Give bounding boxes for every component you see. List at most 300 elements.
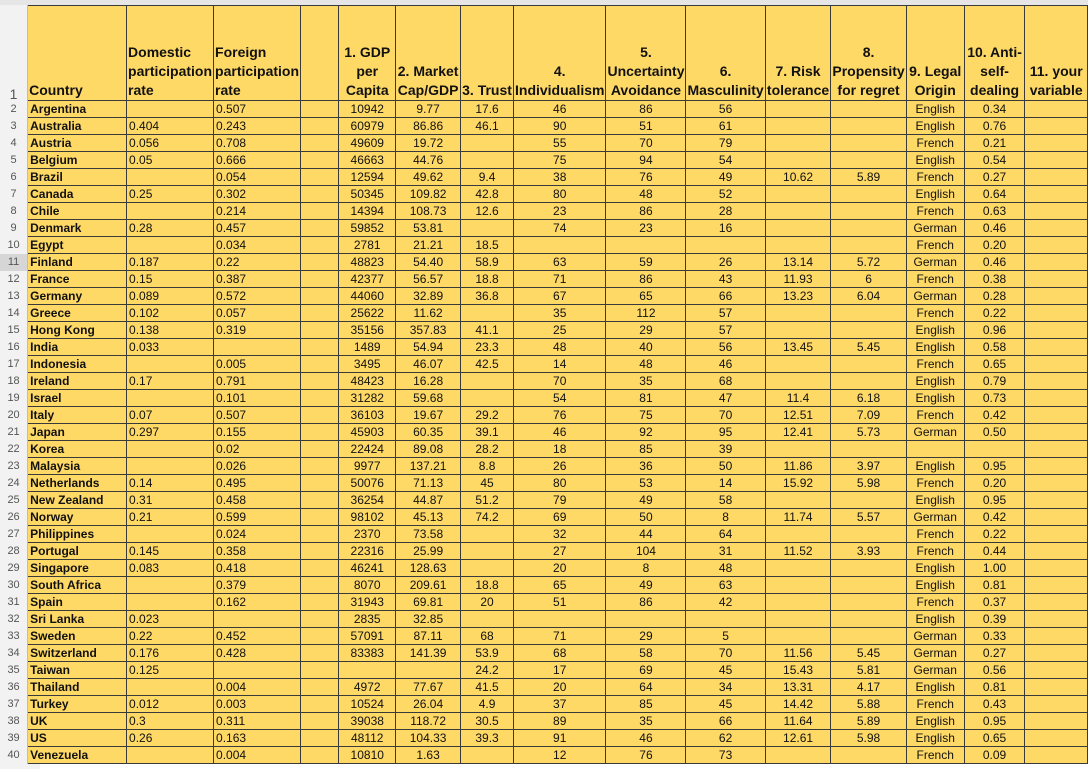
cell-gdp[interactable]: 59852 [339,220,396,237]
cell-foreign[interactable]: 0.243 [214,118,301,135]
cell-market-cap[interactable]: 69.81 [396,594,461,611]
row-number[interactable]: 33 [0,628,28,645]
cell-trust[interactable]: 9.4 [461,169,514,186]
cell-trust[interactable] [461,560,514,577]
cell-regret[interactable] [831,526,906,543]
cell-masculinity[interactable]: 61 [686,118,765,135]
cell-risk[interactable]: 11.52 [765,543,831,560]
cell-individualism[interactable]: 48 [514,339,606,356]
cell-country[interactable]: Spain [28,594,127,611]
cell-anti-self-dealing[interactable]: 0.34 [964,101,1025,118]
cell-trust[interactable] [461,305,514,322]
cell-your-variable[interactable] [1025,407,1088,424]
cell-market-cap[interactable] [396,662,461,679]
cell-your-variable[interactable] [1025,747,1088,764]
cell-anti-self-dealing[interactable]: 0.33 [964,628,1025,645]
cell-anti-self-dealing[interactable]: 0.42 [964,407,1025,424]
cell-foreign[interactable]: 0.004 [214,747,301,764]
cell-blank[interactable] [301,509,339,526]
row-number[interactable]: 25 [0,492,28,509]
cell-masculinity[interactable]: 43 [686,271,765,288]
cell-foreign[interactable]: 0.02 [214,441,301,458]
cell-legal-origin[interactable]: English [906,339,964,356]
cell-anti-self-dealing[interactable]: 0.22 [964,305,1025,322]
cell-your-variable[interactable] [1025,152,1088,169]
row-number[interactable]: 34 [0,645,28,662]
cell-trust[interactable]: 12.6 [461,203,514,220]
header-legal-origin[interactable]: 9. Legal Origin [906,6,964,101]
header-foreign-participation[interactable]: Foreign participation rate [214,6,301,101]
cell-risk[interactable] [765,373,831,390]
cell-country[interactable]: Thailand [28,679,127,696]
cell-market-cap[interactable]: 86.86 [396,118,461,135]
row-number[interactable]: 20 [0,407,28,424]
cell-gdp[interactable]: 25622 [339,305,396,322]
cell-anti-self-dealing[interactable]: 0.56 [964,662,1025,679]
cell-individualism[interactable]: 54 [514,390,606,407]
cell-blank[interactable] [301,220,339,237]
cell-anti-self-dealing[interactable]: 0.63 [964,203,1025,220]
cell-country[interactable]: Israel [28,390,127,407]
cell-trust[interactable]: 41.1 [461,322,514,339]
cell-individualism[interactable]: 55 [514,135,606,152]
cell-your-variable[interactable] [1025,696,1088,713]
cell-regret[interactable]: 7.09 [831,407,906,424]
cell-foreign[interactable]: 0.507 [214,407,301,424]
cell-individualism[interactable]: 26 [514,458,606,475]
cell-foreign[interactable]: 0.101 [214,390,301,407]
header-anti-self-dealing[interactable]: 10. Anti-self-dealing [964,6,1025,101]
cell-legal-origin[interactable]: English [906,322,964,339]
cell-anti-self-dealing[interactable]: 0.65 [964,730,1025,747]
cell-risk[interactable] [765,152,831,169]
cell-uncertainty[interactable]: 81 [606,390,686,407]
row-number[interactable]: 9 [0,220,28,237]
cell-country[interactable]: Norway [28,509,127,526]
cell-masculinity[interactable]: 73 [686,747,765,764]
cell-trust[interactable] [461,747,514,764]
cell-individualism[interactable]: 68 [514,645,606,662]
cell-regret[interactable] [831,560,906,577]
cell-domestic[interactable] [127,747,214,764]
cell-country[interactable]: Denmark [28,220,127,237]
cell-trust[interactable]: 18.5 [461,237,514,254]
cell-regret[interactable] [831,237,906,254]
cell-masculinity[interactable]: 70 [686,407,765,424]
header-trust[interactable]: 3. Trust [461,6,514,101]
cell-market-cap[interactable]: 54.40 [396,254,461,271]
cell-regret[interactable] [831,135,906,152]
row-number[interactable]: 18 [0,373,28,390]
cell-domestic[interactable] [127,356,214,373]
cell-risk[interactable] [765,560,831,577]
cell-your-variable[interactable] [1025,186,1088,203]
cell-individualism[interactable] [514,611,606,628]
cell-risk[interactable] [765,441,831,458]
cell-domestic[interactable]: 0.089 [127,288,214,305]
cell-uncertainty[interactable]: 85 [606,696,686,713]
cell-individualism[interactable]: 14 [514,356,606,373]
cell-individualism[interactable]: 91 [514,730,606,747]
cell-legal-origin[interactable]: French [906,203,964,220]
cell-uncertainty[interactable]: 49 [606,577,686,594]
cell-your-variable[interactable] [1025,237,1088,254]
cell-blank[interactable] [301,356,339,373]
cell-trust[interactable]: 58.9 [461,254,514,271]
row-number[interactable]: 19 [0,390,28,407]
cell-market-cap[interactable]: 87.11 [396,628,461,645]
cell-regret[interactable]: 3.93 [831,543,906,560]
cell-blank[interactable] [301,118,339,135]
cell-foreign[interactable] [214,611,301,628]
cell-domestic[interactable]: 0.07 [127,407,214,424]
cell-foreign[interactable]: 0.452 [214,628,301,645]
cell-anti-self-dealing[interactable]: 0.81 [964,577,1025,594]
cell-blank[interactable] [301,713,339,730]
cell-market-cap[interactable]: 109.82 [396,186,461,203]
row-number[interactable]: 23 [0,458,28,475]
cell-foreign[interactable]: 0.379 [214,577,301,594]
cell-masculinity[interactable]: 39 [686,441,765,458]
cell-uncertainty[interactable]: 86 [606,203,686,220]
row-number[interactable]: 5 [0,152,28,169]
cell-uncertainty[interactable] [606,611,686,628]
cell-foreign[interactable]: 0.005 [214,356,301,373]
cell-legal-origin[interactable]: German [906,645,964,662]
cell-blank[interactable] [301,339,339,356]
cell-uncertainty[interactable]: 44 [606,526,686,543]
cell-market-cap[interactable]: 73.58 [396,526,461,543]
cell-domestic[interactable]: 0.102 [127,305,214,322]
cell-foreign[interactable]: 0.162 [214,594,301,611]
cell-foreign[interactable]: 0.458 [214,492,301,509]
cell-market-cap[interactable]: 11.62 [396,305,461,322]
cell-individualism[interactable]: 69 [514,509,606,526]
cell-country[interactable]: Philippines [28,526,127,543]
cell-regret[interactable]: 5.81 [831,662,906,679]
cell-blank[interactable] [301,288,339,305]
cell-masculinity[interactable]: 64 [686,526,765,543]
cell-market-cap[interactable]: 45.13 [396,509,461,526]
cell-domestic[interactable]: 0.023 [127,611,214,628]
cell-masculinity[interactable]: 28 [686,203,765,220]
row-number[interactable]: 10 [0,237,28,254]
header-individualism[interactable]: 4. Individualism [514,6,606,101]
header-your-variable[interactable]: 11. your variable [1025,6,1088,101]
cell-gdp[interactable]: 50076 [339,475,396,492]
cell-uncertainty[interactable]: 85 [606,441,686,458]
row-number[interactable]: 4 [0,135,28,152]
row-number[interactable]: 6 [0,169,28,186]
cell-legal-origin[interactable]: French [906,526,964,543]
cell-anti-self-dealing[interactable]: 0.46 [964,254,1025,271]
cell-masculinity[interactable]: 45 [686,696,765,713]
cell-legal-origin[interactable]: French [906,747,964,764]
cell-legal-origin[interactable]: German [906,254,964,271]
cell-risk[interactable] [765,220,831,237]
cell-your-variable[interactable] [1025,611,1088,628]
cell-risk[interactable]: 11.86 [765,458,831,475]
cell-your-variable[interactable] [1025,560,1088,577]
row-number[interactable]: 3 [0,118,28,135]
cell-risk[interactable]: 11.4 [765,390,831,407]
cell-anti-self-dealing[interactable]: 0.58 [964,339,1025,356]
cell-gdp[interactable]: 3495 [339,356,396,373]
cell-domestic[interactable]: 0.138 [127,322,214,339]
cell-anti-self-dealing[interactable]: 0.64 [964,186,1025,203]
cell-your-variable[interactable] [1025,509,1088,526]
cell-blank[interactable] [301,611,339,628]
cell-country[interactable]: Korea [28,441,127,458]
cell-legal-origin[interactable]: English [906,560,964,577]
cell-trust[interactable] [461,135,514,152]
cell-anti-self-dealing[interactable]: 0.79 [964,373,1025,390]
cell-gdp[interactable]: 83383 [339,645,396,662]
cell-risk[interactable]: 13.14 [765,254,831,271]
cell-regret[interactable] [831,373,906,390]
cell-anti-self-dealing[interactable]: 0.20 [964,237,1025,254]
cell-uncertainty[interactable] [606,237,686,254]
cell-uncertainty[interactable]: 23 [606,220,686,237]
cell-regret[interactable] [831,322,906,339]
cell-gdp[interactable]: 35156 [339,322,396,339]
cell-gdp[interactable]: 1489 [339,339,396,356]
cell-risk[interactable] [765,526,831,543]
cell-gdp[interactable]: 10524 [339,696,396,713]
cell-gdp[interactable]: 36103 [339,407,396,424]
cell-anti-self-dealing[interactable]: 0.44 [964,543,1025,560]
cell-regret[interactable]: 5.45 [831,339,906,356]
cell-individualism[interactable]: 20 [514,679,606,696]
cell-country[interactable]: Japan [28,424,127,441]
cell-legal-origin[interactable]: English [906,492,964,509]
cell-country[interactable]: India [28,339,127,356]
cell-market-cap[interactable]: 19.72 [396,135,461,152]
cell-regret[interactable] [831,118,906,135]
cell-anti-self-dealing[interactable]: 0.46 [964,220,1025,237]
row-number[interactable]: 26 [0,509,28,526]
cell-blank[interactable] [301,577,339,594]
cell-domestic[interactable]: 0.125 [127,662,214,679]
cell-blank[interactable] [301,458,339,475]
cell-uncertainty[interactable]: 94 [606,152,686,169]
cell-trust[interactable]: 74.2 [461,509,514,526]
cell-market-cap[interactable]: 141.39 [396,645,461,662]
cell-legal-origin[interactable]: German [906,288,964,305]
header-masculinity[interactable]: 6. Masculinity [686,6,765,101]
cell-legal-origin[interactable]: German [906,220,964,237]
cell-your-variable[interactable] [1025,543,1088,560]
cell-foreign[interactable]: 0.572 [214,288,301,305]
cell-regret[interactable]: 5.98 [831,730,906,747]
cell-trust[interactable]: 17.6 [461,101,514,118]
cell-your-variable[interactable] [1025,356,1088,373]
cell-domestic[interactable]: 0.31 [127,492,214,509]
cell-country[interactable]: Australia [28,118,127,135]
cell-blank[interactable] [301,560,339,577]
cell-your-variable[interactable] [1025,730,1088,747]
cell-legal-origin[interactable]: English [906,577,964,594]
cell-legal-origin[interactable]: German [906,424,964,441]
cell-blank[interactable] [301,662,339,679]
cell-anti-self-dealing[interactable]: 0.43 [964,696,1025,713]
cell-individualism[interactable]: 75 [514,152,606,169]
cell-foreign[interactable]: 0.302 [214,186,301,203]
cell-trust[interactable] [461,373,514,390]
cell-anti-self-dealing[interactable]: 0.42 [964,509,1025,526]
cell-market-cap[interactable]: 108.73 [396,203,461,220]
cell-regret[interactable] [831,611,906,628]
header-uncertainty-avoidance[interactable]: 5. Uncertainty Avoidance [606,6,686,101]
cell-masculinity[interactable]: 42 [686,594,765,611]
cell-legal-origin[interactable]: German [906,509,964,526]
cell-regret[interactable]: 5.89 [831,169,906,186]
cell-legal-origin[interactable]: English [906,611,964,628]
cell-individualism[interactable]: 35 [514,305,606,322]
cell-gdp[interactable]: 2370 [339,526,396,543]
cell-legal-origin[interactable]: English [906,730,964,747]
cell-masculinity[interactable] [686,611,765,628]
cell-market-cap[interactable]: 77.67 [396,679,461,696]
cell-regret[interactable]: 5.45 [831,645,906,662]
cell-risk[interactable] [765,135,831,152]
cell-masculinity[interactable]: 26 [686,254,765,271]
cell-legal-origin[interactable] [906,441,964,458]
cell-market-cap[interactable]: 209.61 [396,577,461,594]
cell-domestic[interactable] [127,101,214,118]
row-number[interactable]: 31 [0,594,28,611]
cell-risk[interactable]: 11.56 [765,645,831,662]
cell-gdp[interactable]: 46663 [339,152,396,169]
cell-regret[interactable] [831,628,906,645]
cell-foreign[interactable]: 0.163 [214,730,301,747]
cell-legal-origin[interactable]: English [906,373,964,390]
cell-trust[interactable]: 42.8 [461,186,514,203]
cell-masculinity[interactable]: 56 [686,101,765,118]
cell-individualism[interactable]: 18 [514,441,606,458]
cell-blank[interactable] [301,747,339,764]
cell-trust[interactable]: 36.8 [461,288,514,305]
cell-your-variable[interactable] [1025,203,1088,220]
cell-domestic[interactable]: 0.05 [127,152,214,169]
cell-uncertainty[interactable]: 49 [606,492,686,509]
cell-gdp[interactable]: 49609 [339,135,396,152]
cell-domestic[interactable]: 0.28 [127,220,214,237]
cell-foreign[interactable] [214,662,301,679]
cell-masculinity[interactable]: 57 [686,305,765,322]
cell-blank[interactable] [301,390,339,407]
cell-masculinity[interactable]: 66 [686,288,765,305]
cell-legal-origin[interactable]: French [906,594,964,611]
cell-legal-origin[interactable]: English [906,118,964,135]
header-gdp-per-capita[interactable]: 1. GDP per Capita [339,6,396,101]
cell-gdp[interactable]: 9977 [339,458,396,475]
cell-risk[interactable]: 11.74 [765,509,831,526]
cell-domestic[interactable]: 0.14 [127,475,214,492]
cell-masculinity[interactable]: 79 [686,135,765,152]
cell-gdp[interactable]: 48823 [339,254,396,271]
cell-anti-self-dealing[interactable]: 0.95 [964,492,1025,509]
cell-blank[interactable] [301,696,339,713]
cell-your-variable[interactable] [1025,458,1088,475]
cell-your-variable[interactable] [1025,169,1088,186]
cell-blank[interactable] [301,373,339,390]
cell-uncertainty[interactable]: 112 [606,305,686,322]
cell-anti-self-dealing[interactable]: 0.21 [964,135,1025,152]
header-country[interactable]: Country [28,6,127,101]
row-number[interactable]: 8 [0,203,28,220]
cell-regret[interactable]: 5.57 [831,509,906,526]
cell-regret[interactable] [831,594,906,611]
cell-individualism[interactable]: 38 [514,169,606,186]
cell-your-variable[interactable] [1025,220,1088,237]
cell-blank[interactable] [301,152,339,169]
cell-market-cap[interactable]: 16.28 [396,373,461,390]
cell-country[interactable]: Taiwan [28,662,127,679]
cell-regret[interactable] [831,441,906,458]
cell-country[interactable]: US [28,730,127,747]
cell-regret[interactable] [831,101,906,118]
cell-foreign[interactable]: 0.495 [214,475,301,492]
cell-blank[interactable] [301,169,339,186]
cell-masculinity[interactable]: 49 [686,169,765,186]
cell-uncertainty[interactable]: 64 [606,679,686,696]
cell-risk[interactable] [765,305,831,322]
cell-uncertainty[interactable]: 35 [606,713,686,730]
cell-risk[interactable]: 13.45 [765,339,831,356]
cell-foreign[interactable]: 0.004 [214,679,301,696]
cell-blank[interactable] [301,186,339,203]
cell-trust[interactable]: 41.5 [461,679,514,696]
cell-foreign[interactable]: 0.155 [214,424,301,441]
cell-domestic[interactable] [127,169,214,186]
cell-foreign[interactable]: 0.054 [214,169,301,186]
cell-domestic[interactable]: 0.187 [127,254,214,271]
cell-masculinity[interactable]: 14 [686,475,765,492]
cell-anti-self-dealing[interactable]: 0.28 [964,288,1025,305]
cell-country[interactable]: Chile [28,203,127,220]
cell-legal-origin[interactable]: English [906,186,964,203]
cell-trust[interactable] [461,526,514,543]
cell-market-cap[interactable]: 104.33 [396,730,461,747]
cell-gdp[interactable]: 42377 [339,271,396,288]
cell-masculinity[interactable]: 34 [686,679,765,696]
cell-individualism[interactable]: 80 [514,186,606,203]
cell-masculinity[interactable]: 56 [686,339,765,356]
cell-individualism[interactable]: 37 [514,696,606,713]
cell-domestic[interactable]: 0.21 [127,509,214,526]
cell-your-variable[interactable] [1025,577,1088,594]
cell-anti-self-dealing[interactable]: 0.27 [964,645,1025,662]
cell-anti-self-dealing[interactable]: 0.54 [964,152,1025,169]
cell-country[interactable]: Austria [28,135,127,152]
cell-domestic[interactable] [127,526,214,543]
cell-anti-self-dealing[interactable]: 0.96 [964,322,1025,339]
cell-trust[interactable]: 24.2 [461,662,514,679]
cell-country[interactable]: Canada [28,186,127,203]
cell-your-variable[interactable] [1025,679,1088,696]
cell-regret[interactable] [831,203,906,220]
cell-regret[interactable]: 3.97 [831,458,906,475]
cell-anti-self-dealing[interactable]: 0.27 [964,169,1025,186]
cell-your-variable[interactable] [1025,254,1088,271]
cell-your-variable[interactable] [1025,322,1088,339]
cell-trust[interactable] [461,611,514,628]
cell-risk[interactable]: 13.31 [765,679,831,696]
cell-masculinity[interactable]: 52 [686,186,765,203]
cell-masculinity[interactable] [686,237,765,254]
cell-uncertainty[interactable]: 104 [606,543,686,560]
